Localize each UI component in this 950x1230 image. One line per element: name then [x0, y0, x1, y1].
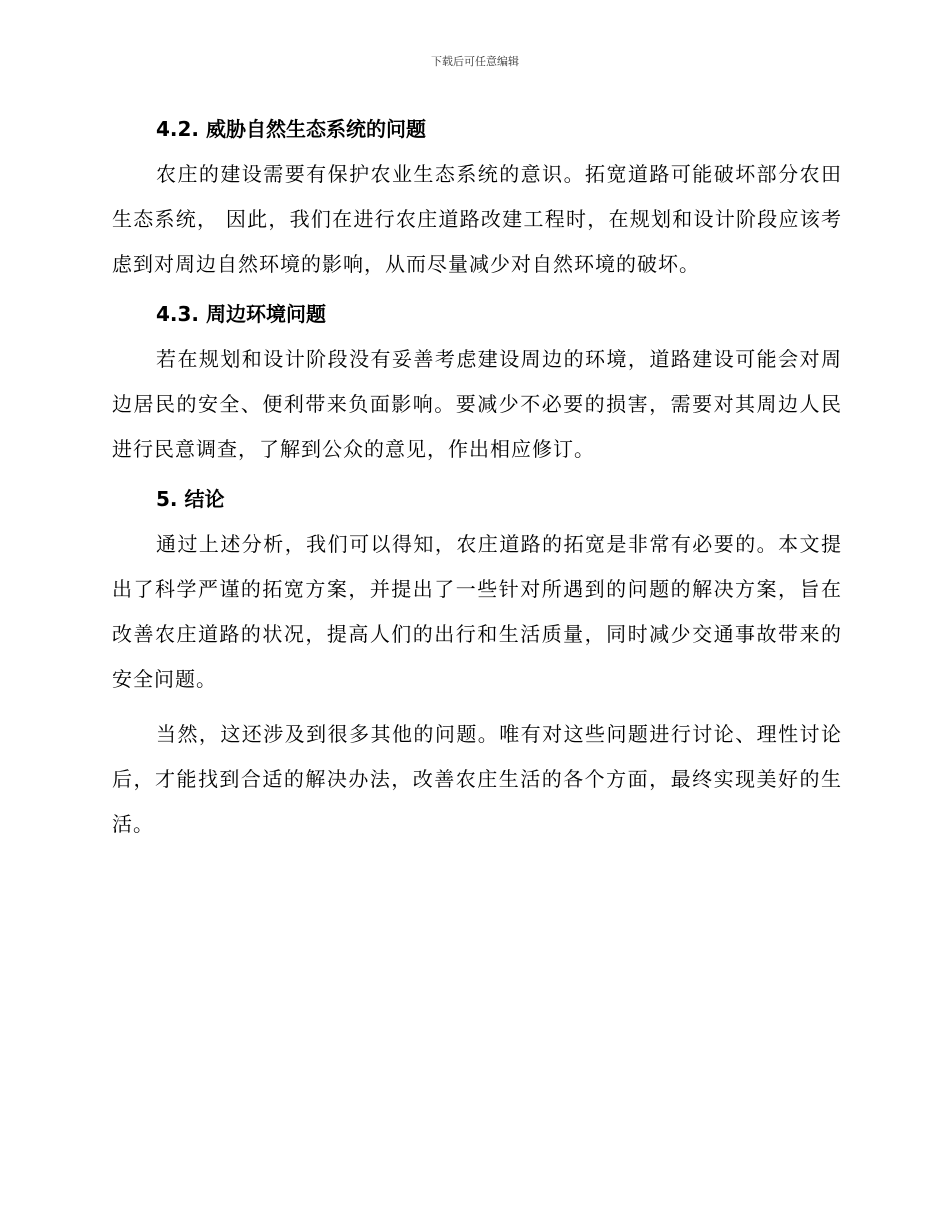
section-heading-4-2: 4.2. 威胁自然生态系统的问题	[156, 117, 426, 141]
page-header-note: 下载后可任意编辑	[431, 55, 519, 68]
section-5-paragraph-2: 当然，这还涉及到很多其他的问题。唯有对这些问题进行讨论、理性讨论后，才能找到合适的解决办法，改善农庄生活的各个方面，最终实现美好的生活。	[112, 722, 842, 836]
section-5-paragraph-1: 通过上述分析，我们可以得知，农庄道路的拓宽是非常有必要的。本文提出了科学严谨的拓宽方案，并提出了一些针对所遇到的问题的解决方案，旨在改善农庄道路的状况，提高人们的出行和生活质量，同时减少交通事故带来的安全问题。	[112, 532, 842, 691]
section-heading-4-3: 4.3. 周边环境问题	[156, 302, 326, 326]
section-4-2-paragraph: 农庄的建设需要有保护农业生态系统的意识。拓宽道路可能破坏部分农田生态系统， 因此，我们在进行农庄道路改建工程时，在规划和设计阶段应该考虑到对周边自然环境的影响，从而尽量减少对自然环境的破坏。	[112, 162, 842, 276]
section-heading-5: 5. 结论	[156, 487, 225, 511]
document-body	[112, 112, 842, 847]
section-4-3-paragraph: 若在规划和设计阶段没有妥善考虑建设周边的环境，道路建设可能会对周边居民的安全、便利带来负面影响。要减少不必要的损害，需要对其周边人民进行民意调查，了解到公众的意见，作出相应修订。	[112, 347, 842, 461]
